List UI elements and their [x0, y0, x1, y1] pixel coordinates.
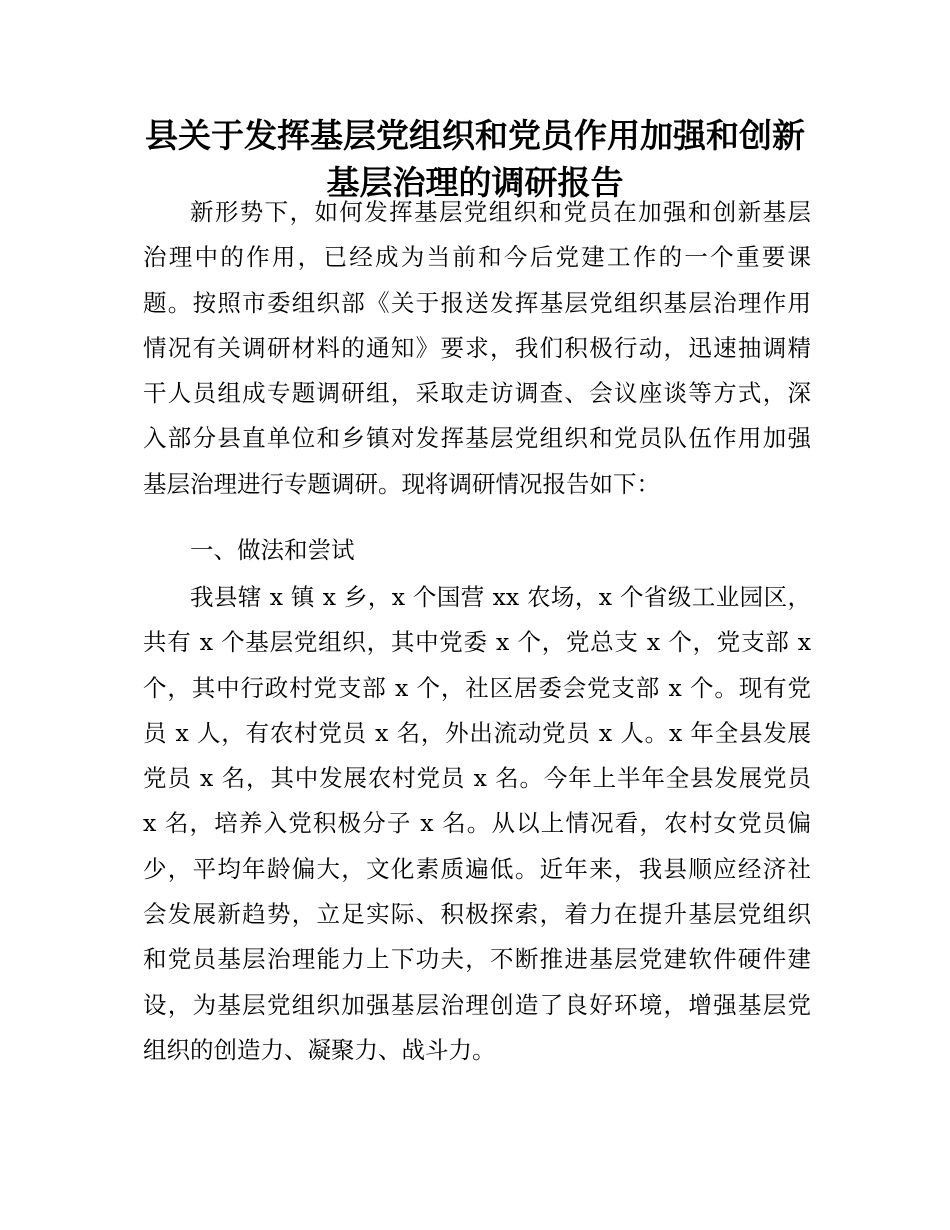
paragraph-line: 治理中的作用，已经成为当前和今后党建工作的一个重要课	[143, 243, 811, 272]
section-paragraph	[143, 575, 811, 1073]
paragraph-line: 新形势下，如何发挥基层党组织和党员在加强和创新基层	[190, 198, 811, 226]
section-heading	[143, 528, 811, 573]
paragraph-line: 基层治理进行专题调研。现将调研情况报告如下：	[143, 469, 660, 498]
paragraph-line: 党员 x 名，其中发展农村党员 x 名。今年上半年全县发展党员	[143, 764, 811, 793]
section-heading-text: 一、做法和尝试	[190, 536, 355, 564]
intro-paragraph	[143, 190, 811, 507]
paragraph-line: 个，其中行政村党支部 x 个，社区居委会党支部 x 个。现有党	[143, 673, 811, 702]
paragraph-line: 入部分县直单位和乡镇对发挥基层党组织和党员队伍作用加强	[143, 424, 811, 453]
paragraph-line: x 名，培养入党积极分子 x 名。从以上情况看，农村女党员偏	[143, 809, 811, 838]
paragraph-line: 和党员基层治理能力上下功夫，不断推进基层党建软件硬件建	[143, 945, 811, 974]
paragraph-line: 情况有关调研材料的通知》要求，我们积极行动，迅速抽调精	[143, 333, 811, 362]
document-title-line-2: 基层治理的调研报告	[326, 163, 624, 202]
paragraph-line: 我县辖 x 镇 x 乡，x 个国营 xx 农场，x 个省级工业园区，	[190, 583, 811, 611]
paragraph-line: 题。按照市委组织部《关于报送发挥基层党组织基层治理作用	[143, 288, 811, 317]
paragraph-line: 干人员组成专题调研组，采取走访调查、会议座谈等方式，深	[143, 379, 811, 408]
document-title-line-1: 县关于发挥基层党组织和党员作用加强和创新	[145, 116, 805, 155]
paragraph-line: 组织的创造力、凝聚力、战斗力。	[143, 1035, 496, 1064]
paragraph-line: 少，平均年龄偏大，文化素质遍低。近年来，我县顺应经济社	[143, 854, 811, 883]
paragraph-line: 设，为基层党组织加强基层治理创造了良好环境，增强基层党	[143, 990, 811, 1019]
paragraph-line: 会发展新趋势，立足实际、积极探索，着力在提升基层党组织	[143, 900, 811, 929]
paragraph-line: 员 x 人，有农村党员 x 名，外出流动党员 x 人。x 年全县发展	[143, 718, 811, 747]
paragraph-line: 共有 x 个基层党组织，其中党委 x 个，党总支 x 个，党支部 x	[143, 628, 811, 657]
